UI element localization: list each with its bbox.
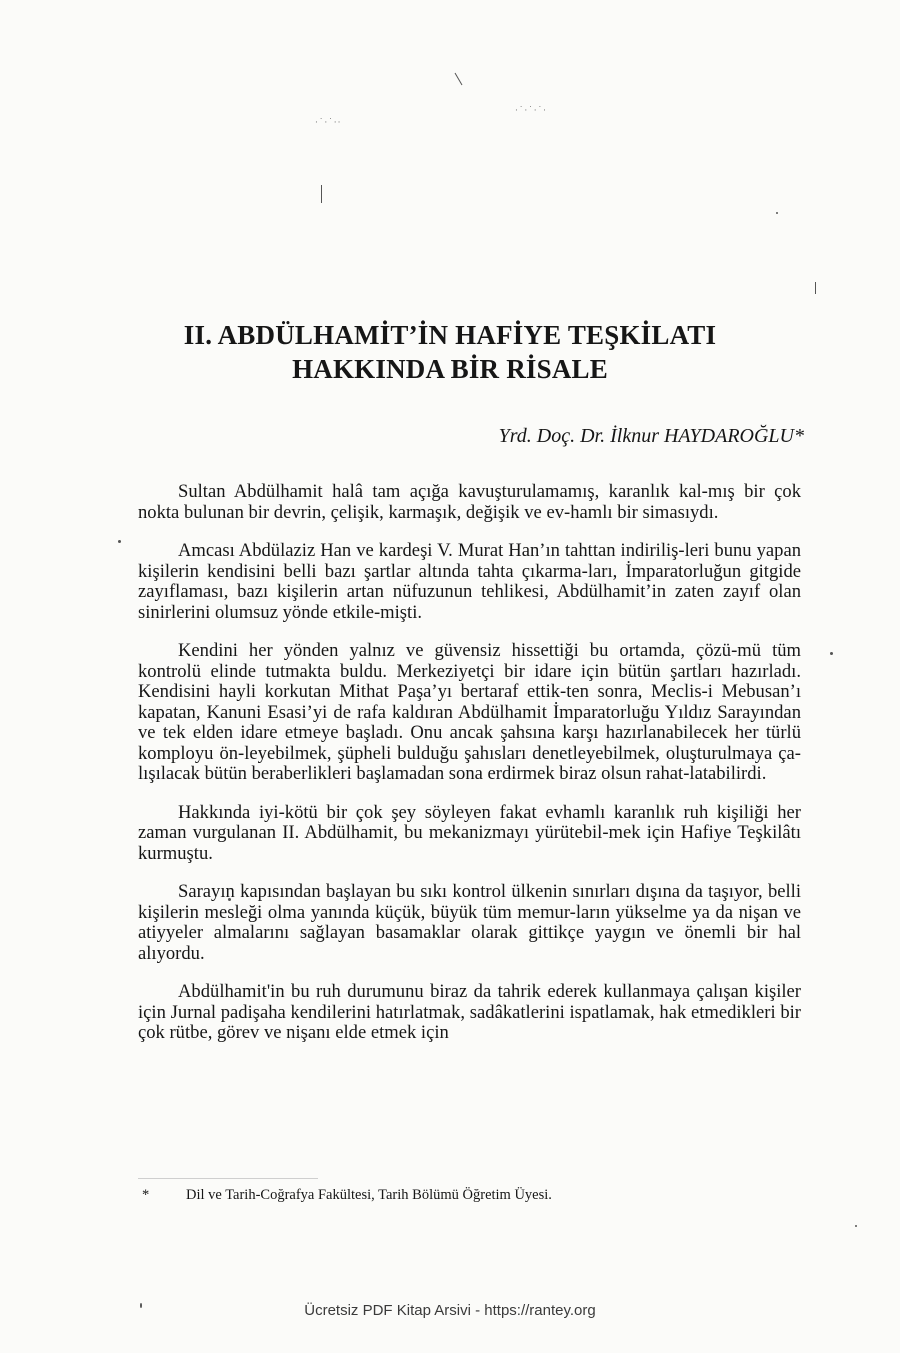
source-footer: Ücretsiz PDF Kitap Arsivi - https://rantey.org xyxy=(304,1302,596,1319)
author-line: Yrd. Doç. Dr. İlknur HAYDAROĞLU* xyxy=(498,425,804,447)
scan-speck xyxy=(321,185,322,203)
scan-speck xyxy=(855,1225,857,1227)
paragraph: Kendini her yönden yalnız ve güvensiz hissettiği bu ortamda, çözü-mü tüm kontrolü elinde tutmakta buldu. Merkeziyetçi bir idare için bütün şartları hazırladı. Kendisini hayli korkutan Mithat Paşa’yı bertaraf ettik-ten sonra, Meclis-i Mebusan’ı kapatan, Kanuni Esasi’yi de rafa kaldıran Abdülhamit İmparatorluğu Yıldız Sarayından ve tek elden idare etmeye başladı. Onu ancak şahsına karşı hazırlanabilecek her türlü komployu ön-leyebilmek, şüpheli bulduğu şahısları denetleyebilmek, oluşturulmaya ça-lışılacak bütün beraberlikleri başlamadan sona erdirmek biraz olsun rahat-latabilirdi. xyxy=(138,640,801,784)
scan-speck xyxy=(118,540,121,543)
paragraph: Amcası Abdülaziz Han ve kardeşi V. Murat Han’ın tahttan indiriliş-leri bunu yapan kişilerin kendisini belli bazı şartlar altında tahta çıkarma-ları, İmparatorluğun gitgide zayıflaması, bazı kişilerin artan nüfuzunun tehlikesi, Abdülhamit’in zaten zayıf olan sinirlerini olumsuz yönde etkile-mişti. xyxy=(138,540,801,623)
footnote-marker: * xyxy=(142,1187,150,1203)
scan-speck xyxy=(830,652,833,655)
article-body xyxy=(138,482,801,1062)
paragraph: Hakkında iyi-kötü bir çok şey söyleyen fakat evhamlı karanlık ruh kişiliği her zaman vurgulanan II. Abdülhamit, bu mekanizmayı yürütebil-mek için Hafiye Teşkilâtı kurmuştu. xyxy=(138,801,801,864)
footnote xyxy=(142,1187,552,1204)
scan-speck xyxy=(815,282,816,294)
scan-noise-mark: ·˙·˙·· xyxy=(315,118,342,128)
footnote-text: Dil ve Tarih-Coğrafya Fakültesi, Tarih Bölümü Öğretim Üyesi. xyxy=(186,1187,552,1203)
scan-noise-mark: ·˙·˙·˙· xyxy=(515,106,547,116)
title-line-2: HAKKINDA BİR RİSALE xyxy=(292,354,608,384)
scan-speck xyxy=(455,73,463,86)
article-title xyxy=(140,318,760,386)
paragraph: Abdülhamit'in bu ruh durumunu biraz da tahrik ederek kullanmaya çalışan kişiler için Jurnal padişaha kendilerini hatırlatmak, sadâkatlerini ispatlamak, hak etmedikleri bir çok rütbe, görev ve nişanı elde etmek için xyxy=(138,981,801,1043)
paragraph: Sarayın kapısından başlayan bu sıkı kontrol ülkenin sınırları dışına da taşıyor, belli kişilerin mesleği olma yanında küçük, büyük tüm memur-ların yükselme ya da nişan ve atiyyeler almalarını sağlayan basamaklar olarak gittikçe yaygın ve önemli bir hal alıyordu. xyxy=(138,881,801,964)
scan-speck xyxy=(776,212,778,214)
paragraph: Sultan Abdülhamit halâ tam açığa kavuşturulamamış, karanlık kal-mış bir çok nokta bulunan bir devrin, çelişik, karmaşık, değişik ve ev-hamlı bir simasıydı. xyxy=(138,481,801,523)
footnote-divider xyxy=(138,1178,318,1179)
title-line-1: II. ABDÜLHAMİT’İN HAFİYE TEŞKİLATI xyxy=(183,320,717,350)
